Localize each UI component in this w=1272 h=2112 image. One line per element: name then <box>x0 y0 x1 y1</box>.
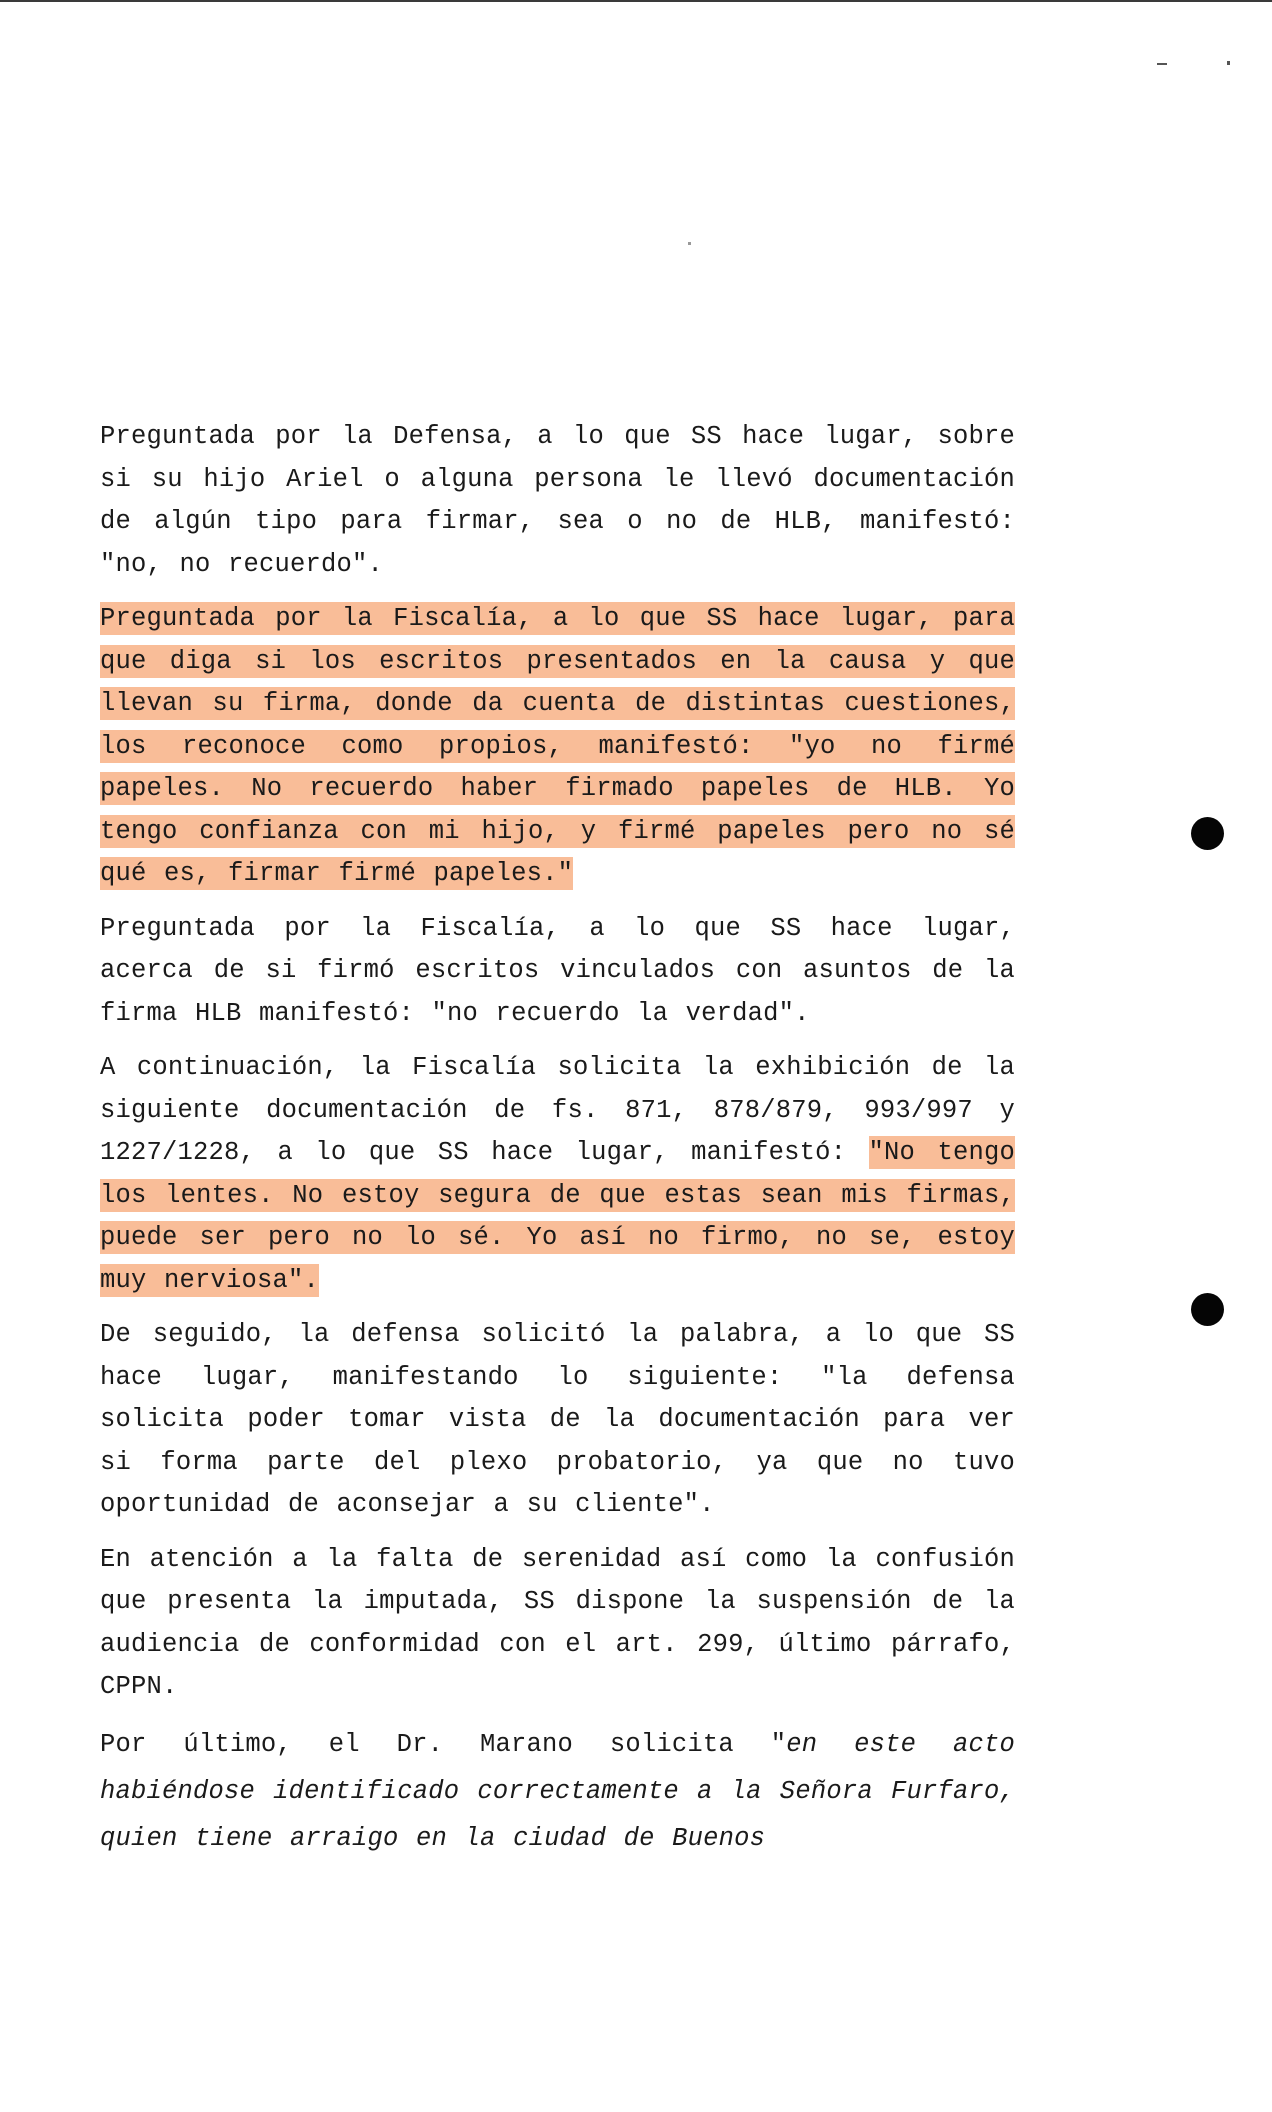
paragraph-fiscalia-question-highlighted <box>100 598 1015 896</box>
paragraph-text: A continuación, la Fiscalía solicita la exhibición de la siguiente documentación de fs. 871, 878/879, 993/997 y 1227/1228, a lo que SS hace lugar, manifestó: <box>100 1053 1015 1167</box>
paragraph-text: Preguntada por la Fiscalía, a lo que SS hace lugar, acerca de si firmó escritos vinculados con asuntos de la firma HLB manifestó: "no recuerdo la verdad". <box>100 913 1015 1028</box>
paragraph-hearing-suspension <box>100 1539 1015 1709</box>
paragraph-fiscalia-second-question <box>100 908 1015 1036</box>
paragraph-defensa-request <box>100 1314 1015 1527</box>
paragraph-marano-request <box>100 1721 1015 1862</box>
scan-top-edge <box>0 0 1272 2</box>
paragraph-text: En atención a la falta de serenidad así como la confusión que presenta la imputada, SS dispone la suspensión de la audiencia de conformidad con el art. 299, último párrafo, CPPN. <box>100 1544 1015 1701</box>
paragraph-document-exhibition <box>100 1047 1015 1302</box>
paragraph-text: Por último, el Dr. Marano solicita " <box>100 1729 787 1759</box>
italic-quoted-text: en este acto habiéndose identificado correctamente a la Señora Furfaro, quien tiene arraigo en la ciudad de Buenos <box>100 1729 1015 1853</box>
paragraph-defensa-question <box>100 416 1015 586</box>
paragraph-text: Preguntada por la Defensa, a lo que SS hace lugar, sobre si su hijo Ariel o alguna persona le llevó documentación de algún tipo para firmar, sea o no de HLB, manifestó: "no, no recuerdo". <box>100 422 1015 579</box>
document-body <box>100 416 1015 1874</box>
highlighted-text: Preguntada por la Fiscalía, a lo que SS hace lugar, para que diga si los escritos presentados en la causa y que llevan su firma, donde da cuenta de distintas cuestiones, los reconoce como propios, manifestó: "yo no firmé papeles. No recuerdo haber firmado papeles de HLB. Yo tengo confianza con mi hijo, y firmé papeles pero no sé qué es, firmar firmé papeles." <box>100 604 1015 888</box>
scan-speck <box>1157 63 1167 65</box>
paragraph-text: De seguido, la defensa solicitó la palabra, a lo que SS hace lugar, manifestando lo siguiente: "la defensa solicita poder tomar vista de la documentación para ver si forma parte del plexo probatorio, ya que no tuvo oportunidad de aconsejar a su cliente". <box>100 1320 1015 1519</box>
punch-hole-mark <box>1191 817 1224 850</box>
scan-speck <box>688 242 691 245</box>
highlighted-text: "No tengo los lentes. No estoy segura de que estas sean mis firmas, puede ser pero no lo sé. Yo así no firmo, no se, estoy muy nerviosa". <box>100 1138 1015 1295</box>
punch-hole-mark <box>1191 1293 1224 1326</box>
scan-speck <box>1227 61 1230 65</box>
